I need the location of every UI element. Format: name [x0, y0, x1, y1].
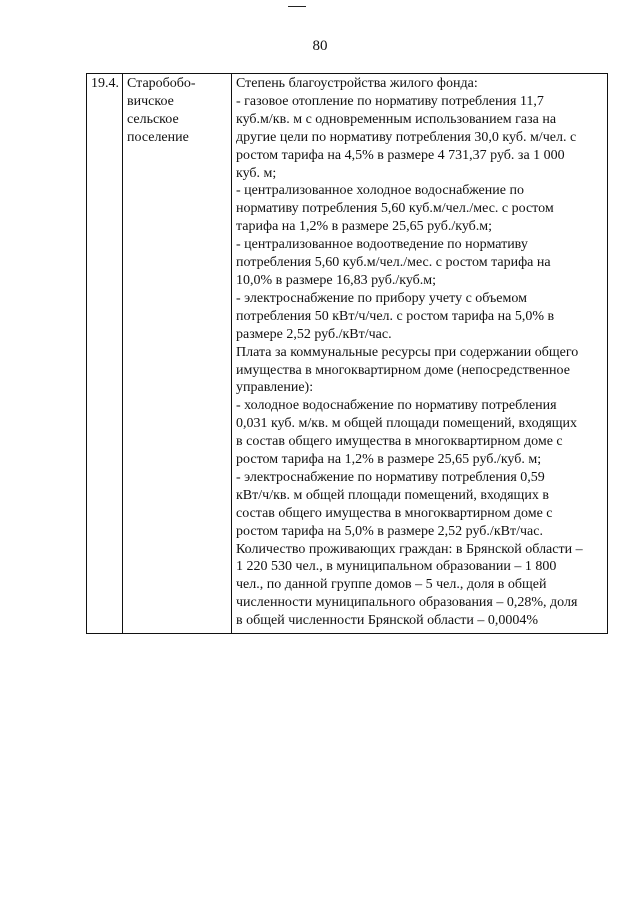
- text-line: ростом тарифа на 5,0% в размере 2,52 руб./кВт/час.: [236, 523, 543, 539]
- settlement-name: [123, 74, 232, 634]
- text-line: кВт/ч/кв. м общей площади помещений, входящих в: [236, 487, 549, 503]
- text-line: в состав общего имущества в многоквартирном доме с: [236, 434, 563, 450]
- page-number: 80: [312, 38, 328, 54]
- text-line: - электроснабжение по прибору учету с объемом: [236, 290, 527, 306]
- name-line: Старобобо-: [127, 76, 196, 91]
- description-cell: [232, 74, 608, 634]
- text-line: куб.м/кв. м с одновременным использованием газа на: [236, 111, 557, 127]
- text-line: тарифа на 1,2% в размере 25,65 руб./куб.м;: [236, 219, 493, 235]
- name-line: поселение: [127, 129, 189, 145]
- text-line: 0,031 куб. м/кв. м общей площади помещений, входящих: [236, 416, 578, 432]
- text-line: - централизованное холодное водоснабжение по: [236, 183, 524, 199]
- text-line: имущества в многоквартирном доме (непосредственное: [236, 362, 570, 378]
- name-line: вичское: [127, 93, 174, 109]
- text-line: - газовое отопление по нормативу потребления 11,7: [236, 93, 544, 109]
- text-line: Количество проживающих граждан: в Брянской области –: [236, 541, 583, 557]
- header-rule: [288, 6, 306, 7]
- text-line: потребления 50 кВт/ч/чел. с ростом тарифа на 5,0% в: [236, 308, 555, 324]
- text-line: в общей численности Брянской области – 0,0004%: [236, 613, 539, 629]
- row-number: 19.4.: [87, 74, 123, 634]
- text-line: 1 220 530 чел., в муниципальном образовании – 1 800: [236, 559, 557, 575]
- name-line: сельское: [127, 111, 179, 127]
- text-line: размере 2,52 руб./кВт/час.: [236, 326, 392, 342]
- text-line: - холодное водоснабжение по нормативу потребления: [236, 398, 557, 414]
- text-line: другие цели по нормативу потребления 30,0 куб. м/чел. с: [236, 129, 577, 145]
- text-line: состав общего имущества в многоквартирном доме с: [236, 505, 553, 521]
- text-line: ростом тарифа на 1,2% в размере 25,65 руб./куб. м;: [236, 452, 542, 468]
- document-table: [86, 73, 608, 634]
- text-line: Степень благоустройства жилого фонда:: [236, 76, 478, 91]
- text-line: куб. м;: [236, 165, 277, 181]
- text-line: управление):: [236, 380, 314, 396]
- table-row: [87, 74, 608, 634]
- text-line: ростом тарифа на 4,5% в размере 4 731,37 руб. за 1 000: [236, 147, 565, 163]
- text-line: чел., по данной группе домов – 5 чел., доля в общей: [236, 577, 547, 593]
- text-line: - электроснабжение по нормативу потребления 0,59: [236, 469, 545, 485]
- text-line: численности муниципального образования – 0,28%, доля: [236, 595, 578, 611]
- text-line: потребления 5,60 куб.м/чел./мес. с ростом тарифа на: [236, 255, 551, 271]
- text-line: - централизованное водоотведение по нормативу: [236, 237, 528, 253]
- text-line: нормативу потребления 5,60 куб.м/чел./мес. с ростом: [236, 201, 554, 217]
- text-line: Плата за коммунальные ресурсы при содержании общего: [236, 344, 579, 360]
- text-line: 10,0% в размере 16,83 руб./куб.м;: [236, 272, 437, 288]
